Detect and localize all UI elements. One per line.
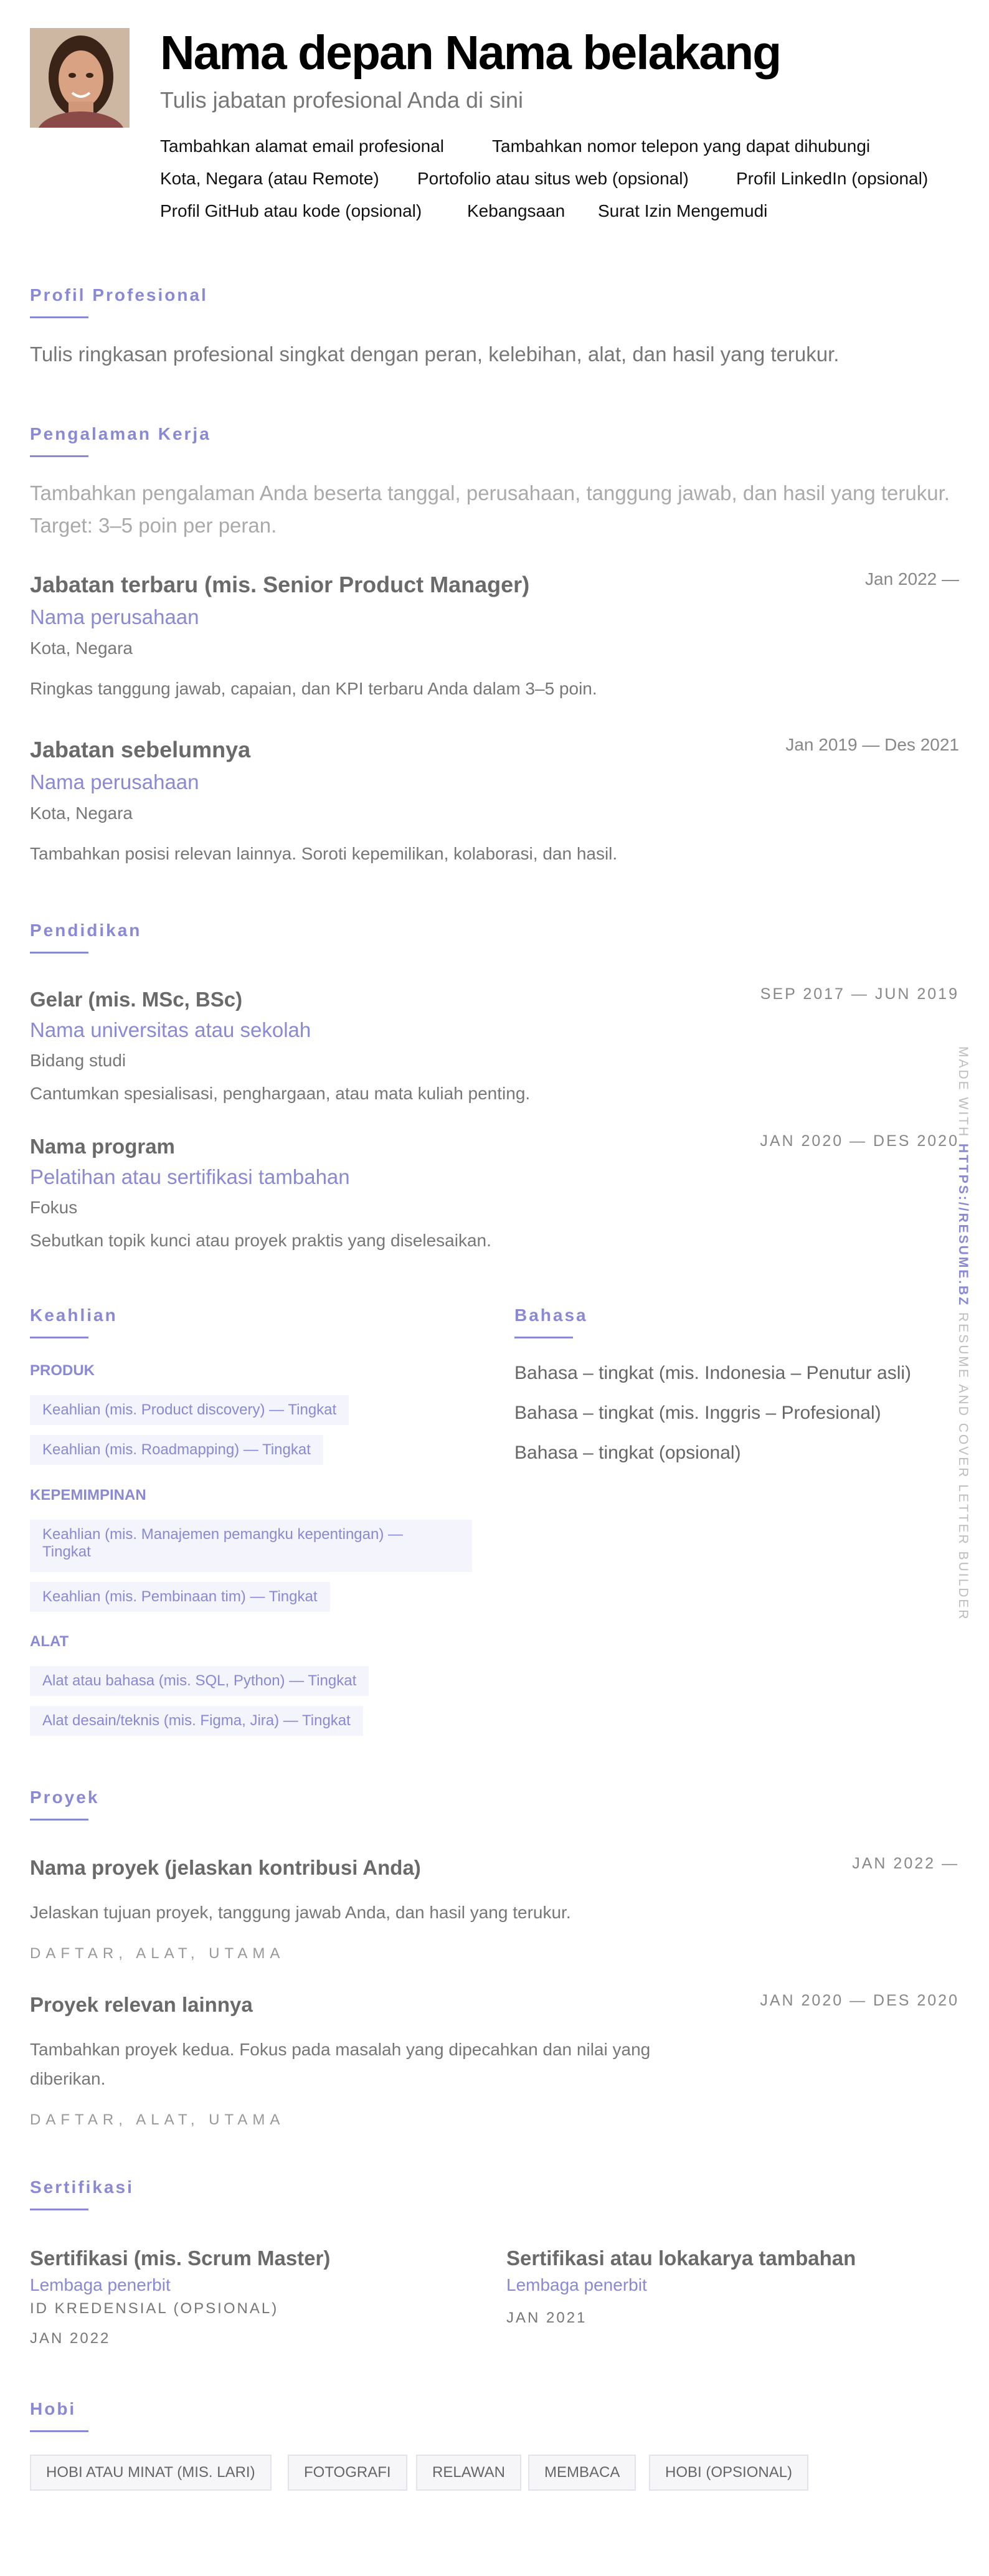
project-name: Proyek relevan lainnya (30, 1993, 253, 2016)
project-description: Jelaskan tujuan proyek, tanggung jawab Anda, dan hasil yang terukur. (30, 1903, 571, 1922)
education-school: Nama universitas atau sekolah (30, 1018, 311, 1041)
section-rule (514, 1337, 573, 1338)
made-with-suffix: RESUME AND COVER LETTER BUILDER (956, 1312, 970, 1621)
skill-group-label: ALAT (30, 1633, 69, 1650)
experience-company: Nama perusahaan (30, 605, 199, 628)
project-description: Tambahkan proyek kedua. Fokus pada masalah yang dipecahkan dan nilai yang (30, 2040, 651, 2059)
skill-group-label: PRODUK (30, 1362, 95, 1379)
contact-email: Tambahkan alamat email profesional (160, 136, 445, 156)
contact-location: Kota, Negara (atau Remote) (160, 169, 379, 188)
section-title-languages: Bahasa (514, 1305, 588, 1325)
hobby-tag: FOTOGRAFI (288, 2455, 407, 2491)
profile-photo-portrait (30, 28, 130, 128)
project-name: Nama proyek (jelaskan kontribusi Anda) (30, 1856, 421, 1879)
certification-credential: ID KREDENSIAL (OPSIONAL) (30, 2300, 279, 2317)
experience-dates: Jan 2022 — (865, 569, 959, 589)
experience-company: Nama perusahaan (30, 770, 199, 793)
section-title-education: Pendidikan (30, 921, 142, 940)
profile-photo (30, 28, 130, 128)
project-dates: JAN 2022 — (852, 1855, 959, 1872)
skill-chip-line: Tingkat (42, 1543, 91, 1560)
experience-description: Tambahkan posisi relevan lainnya. Soroti kepemilikan, kolaborasi, dan hasil. (30, 844, 618, 863)
made-with-prefix: MADE WITH (956, 1046, 970, 1139)
made-with-link[interactable]: HTTPS://RESUME.BZ (956, 1144, 970, 1307)
education-school: Pelatihan atau sertifikasi tambahan (30, 1165, 350, 1188)
certification-issuer: Lembaga penerbit (506, 2275, 647, 2294)
education-description: Sebutkan topik kunci atau proyek praktis yang diselesaikan. (30, 1231, 491, 1250)
full-name: Nama depan Nama belakang (160, 26, 781, 80)
section-rule (30, 316, 88, 318)
skill-chip: Alat desain/teknis (mis. Figma, Jira) — Tingkat (30, 1706, 363, 1736)
skill-chip: Alat atau bahasa (mis. SQL, Python) — Tingkat (30, 1666, 369, 1696)
skill-group-label: KEPEMIMPINAN (30, 1487, 146, 1503)
section-title-skills: Keahlian (30, 1305, 118, 1325)
section-rule (30, 1337, 88, 1338)
education-field: Bidang studi (30, 1051, 126, 1070)
section-title-hobbies: Hobi (30, 2399, 77, 2418)
section-rule (30, 952, 88, 954)
skill-chip: Keahlian (mis. Product discovery) — Tingkat (30, 1395, 349, 1425)
contact-linkedin: Profil LinkedIn (opsional) (736, 169, 929, 188)
education-field: Fokus (30, 1198, 78, 1217)
section-title-certifications: Sertifikasi (30, 2177, 134, 2197)
project-description: diberikan. (30, 2069, 106, 2088)
project-tags: DAFTAR, ALAT, UTAMA (30, 2111, 285, 2128)
section-title-profile: Profil Profesional (30, 285, 208, 305)
experience-hint: Tambahkan pengalaman Anda beserta tanggal, perusahaan, tanggung jawab, dan hasil yang terukur. Target: 3–5 poin per peran. (30, 481, 950, 537)
section-title-projects: Proyek (30, 1788, 100, 1807)
skill-chip (30, 1520, 472, 1572)
made-with-note (955, 1046, 970, 1621)
hobby-tag: RELAWAN (416, 2455, 521, 2491)
section-rule (30, 2209, 88, 2210)
experience-location: Kota, Negara (30, 638, 133, 658)
certification-name: Sertifikasi (mis. Scrum Master) (30, 2247, 331, 2270)
hobby-tag: HOBI ATAU MINAT (MIS. LARI) (30, 2455, 272, 2491)
experience-role: Jabatan sebelumnya (30, 737, 251, 762)
section-rule (30, 455, 88, 457)
experience-location: Kota, Negara (30, 803, 133, 823)
skill-chip: Keahlian (mis. Roadmapping) — Tingkat (30, 1435, 323, 1465)
education-degree: Nama program (30, 1135, 175, 1158)
hobby-tag: HOBI (OPSIONAL) (649, 2455, 808, 2491)
certification-name: Sertifikasi atau lokakarya tambahan (506, 2247, 856, 2270)
section-rule (30, 1819, 88, 1821)
contact-github: Profil GitHub atau kode (opsional) (160, 201, 422, 220)
certification-date: JAN 2022 (30, 2330, 111, 2347)
language-item: Bahasa – tingkat (mis. Inggris – Profesional) (514, 1403, 881, 1423)
job-title: Tulis jabatan profesional Anda di sini (160, 87, 524, 113)
project-dates: JAN 2020 — DES 2020 (760, 1992, 959, 2009)
resume-header (30, 28, 959, 240)
certification-issuer: Lembaga penerbit (30, 2275, 171, 2294)
certification-date: JAN 2021 (506, 2309, 587, 2326)
education-dates: JAN 2020 — DES 2020 (760, 1132, 959, 1150)
education-degree: Gelar (mis. MSc, BSc) (30, 988, 243, 1011)
experience-dates: Jan 2019 — Des 2021 (785, 735, 959, 754)
contact-portfolio: Portofolio atau situs web (opsional) (417, 169, 689, 188)
experience-role: Jabatan terbaru (mis. Senior Product Manager) (30, 572, 530, 597)
contact-nationality: Kebangsaan (467, 201, 565, 220)
contact-driving-license: Surat Izin Mengemudi (598, 201, 768, 220)
language-item: Bahasa – tingkat (opsional) (514, 1442, 741, 1463)
hobby-tag: MEMBACA (528, 2455, 636, 2491)
skill-chip-line: Keahlian (mis. Manajemen pemangku kepentingan) — (42, 1526, 403, 1543)
contact-phone: Tambahkan nomor telepon yang dapat dihubungi (492, 136, 871, 156)
experience-description: Ringkas tanggung jawab, capaian, dan KPI terbaru Anda dalam 3–5 poin. (30, 679, 597, 698)
hobby-list (30, 2455, 959, 2492)
language-item: Bahasa – tingkat (mis. Indonesia – Penutur asli) (514, 1363, 912, 1383)
section-title-experience: Pengalaman Kerja (30, 424, 211, 443)
section-rule (30, 2430, 88, 2432)
profile-summary: Tulis ringkasan profesional singkat dengan peran, kelebihan, alat, dan hasil yang terukur. (30, 343, 840, 366)
skill-chip: Keahlian (mis. Pembinaan tim) — Tingkat (30, 1582, 330, 1612)
education-dates: SEP 2017 — JUN 2019 (760, 985, 959, 1003)
education-description: Cantumkan spesialisasi, penghargaan, atau mata kuliah penting. (30, 1084, 531, 1103)
project-tags: DAFTAR, ALAT, UTAMA (30, 1945, 285, 1962)
